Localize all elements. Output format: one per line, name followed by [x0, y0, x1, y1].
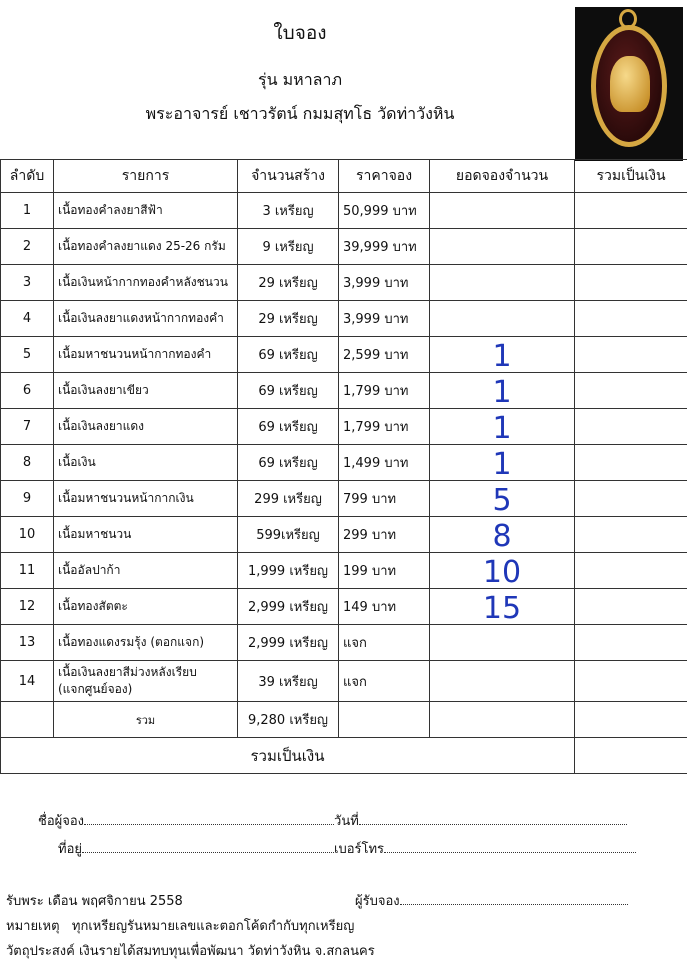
- row-price: แจก: [339, 661, 430, 702]
- header-qty: จำนวนสร้าง: [238, 160, 339, 193]
- purpose-text: เงินรายได้สมทบทุนเพื่อพัฒนา วัดท่าวังหิน จ.สกลนคร: [79, 944, 375, 959]
- row-total[interactable]: [575, 193, 687, 229]
- header-item: รายการ: [54, 160, 238, 193]
- row-item: เนื้อทองคำลงยาแดง 25-26 กรัม: [54, 229, 238, 265]
- row-price: 1,499 บาท: [339, 445, 430, 481]
- table-row: [1, 625, 687, 661]
- purpose-label: วัตถุประสงค์: [6, 944, 75, 959]
- name-label: ชื่อผู้จอง: [38, 814, 84, 829]
- table-row: [1, 661, 687, 702]
- row-total[interactable]: [575, 481, 687, 517]
- name-field[interactable]: [84, 812, 334, 825]
- header-price: ราคาจอง: [339, 160, 430, 193]
- row-item: เนื้อมหาชนวน: [54, 517, 238, 553]
- medal-frame: [591, 25, 667, 147]
- grand-total-row: [1, 738, 687, 774]
- row-qty: 2,999 เหรียญ: [238, 625, 339, 661]
- row-count[interactable]: 15: [430, 589, 575, 625]
- table-row: [1, 409, 687, 445]
- table-row: [1, 445, 687, 481]
- row-price: 1,799 บาท: [339, 409, 430, 445]
- table-row: [1, 589, 687, 625]
- row-qty: 29 เหรียญ: [238, 301, 339, 337]
- phone-field[interactable]: [384, 840, 636, 853]
- row-count[interactable]: [430, 193, 575, 229]
- grand-total-label: รวมเป็นเงิน: [1, 738, 575, 774]
- row-qty: 3 เหรียญ: [238, 193, 339, 229]
- row-item: เนื้ออัลปาก้า: [54, 553, 238, 589]
- row-total[interactable]: [575, 445, 687, 481]
- row-qty: 9 เหรียญ: [238, 229, 339, 265]
- table-row: [1, 373, 687, 409]
- row-count[interactable]: [430, 265, 575, 301]
- row-count[interactable]: 1: [430, 445, 575, 481]
- series-name: รุ่น มหาลาภ: [0, 68, 600, 93]
- table-row: [1, 517, 687, 553]
- row-total[interactable]: [575, 301, 687, 337]
- header-total: รวมเป็นเงิน: [575, 160, 687, 193]
- table-row: [1, 265, 687, 301]
- sum-row: [1, 702, 687, 738]
- row-total[interactable]: [575, 661, 687, 702]
- grand-total-cell[interactable]: [575, 738, 687, 774]
- row-qty: 599เหรียญ: [238, 517, 339, 553]
- row-price: 3,999 บาท: [339, 265, 430, 301]
- row-item-note: (แจกศูนย์จอง): [58, 681, 233, 698]
- row-item: เนื้อเงินลงยาเขียว: [54, 373, 238, 409]
- recipient-field[interactable]: [400, 892, 628, 905]
- row-count[interactable]: 1: [430, 337, 575, 373]
- sum-qty: 9,280 เหรียญ: [238, 702, 339, 738]
- row-no: 11: [1, 553, 54, 589]
- row-qty: 69 เหรียญ: [238, 373, 339, 409]
- row-qty: 2,999 เหรียญ: [238, 589, 339, 625]
- row-no: 1: [1, 193, 54, 229]
- row-no: 13: [1, 625, 54, 661]
- row-no: 4: [1, 301, 54, 337]
- row-no: 7: [1, 409, 54, 445]
- row-total[interactable]: [575, 589, 687, 625]
- recipient-label: ผู้รับจอง: [355, 894, 400, 909]
- row-qty: 29 เหรียญ: [238, 265, 339, 301]
- row-price: 149 บาท: [339, 589, 430, 625]
- address-field[interactable]: [82, 840, 334, 853]
- table-row: [1, 553, 687, 589]
- note-label: หมายเหตุ: [6, 919, 60, 934]
- sum-count-cell[interactable]: [430, 702, 575, 738]
- table-header-row: [1, 160, 687, 193]
- table-row: [1, 229, 687, 265]
- row-no: 10: [1, 517, 54, 553]
- table-row: [1, 481, 687, 517]
- row-item: [54, 661, 238, 702]
- row-count[interactable]: 10: [430, 553, 575, 589]
- row-no: 5: [1, 337, 54, 373]
- row-total[interactable]: [575, 229, 687, 265]
- date-label: วันที่: [334, 814, 359, 829]
- row-total[interactable]: [575, 337, 687, 373]
- phone-label: เบอร์โทร: [334, 842, 384, 857]
- row-count[interactable]: [430, 625, 575, 661]
- order-table: [0, 159, 687, 774]
- row-item: เนื้อมหาชนวนหน้ากากทองคำ: [54, 337, 238, 373]
- medal-photo: [575, 7, 683, 161]
- row-item: เนื้อเงินลงยาแดงหน้ากากทองคำ: [54, 301, 238, 337]
- purpose-line: [6, 940, 375, 961]
- sum-total-cell[interactable]: [575, 702, 687, 738]
- row-item: เนื้อเงินหน้ากากทองคำหลังชนวน: [54, 265, 238, 301]
- row-price: 1,799 บาท: [339, 373, 430, 409]
- recipient-line: [355, 890, 628, 911]
- monk-portrait: [610, 56, 650, 112]
- row-count[interactable]: [430, 661, 575, 702]
- row-price: 299 บาท: [339, 517, 430, 553]
- row-no: 3: [1, 265, 54, 301]
- row-no: 14: [1, 661, 54, 702]
- row-no: 6: [1, 373, 54, 409]
- row-price: 50,999 บาท: [339, 193, 430, 229]
- address-line: [58, 838, 636, 859]
- sum-label: รวม: [54, 702, 238, 738]
- row-price: แจก: [339, 625, 430, 661]
- row-no: 2: [1, 229, 54, 265]
- row-count[interactable]: 1: [430, 373, 575, 409]
- row-qty: 69 เหรียญ: [238, 337, 339, 373]
- row-total[interactable]: [575, 517, 687, 553]
- note-text: ทุกเหรียญรันหมายเลขและตอกโค้ดกำกับทุกเหรียญ: [72, 919, 354, 934]
- monk-temple-line: พระอาจารย์ เชาวรัตน์ กมมสุทโธ วัดท่าวังหิน: [0, 102, 600, 127]
- header-no: ลำดับ: [1, 160, 54, 193]
- table-row: [1, 193, 687, 229]
- row-item: เนื้อเงิน: [54, 445, 238, 481]
- row-item: เนื้อมหาชนวนหน้ากากเงิน: [54, 481, 238, 517]
- row-count[interactable]: [430, 301, 575, 337]
- header-count: ยอดจองจำนวน: [430, 160, 575, 193]
- table-row: [1, 337, 687, 373]
- row-item: เนื้อทองสัตตะ: [54, 589, 238, 625]
- row-total[interactable]: [575, 409, 687, 445]
- row-qty: 69 เหรียญ: [238, 445, 339, 481]
- row-item: เนื้อทองคำลงยาสีฟ้า: [54, 193, 238, 229]
- row-price: 799 บาท: [339, 481, 430, 517]
- row-price: 2,599 บาท: [339, 337, 430, 373]
- receive-line: [6, 890, 183, 911]
- receive-date: รับพระ เดือน พฤศจิกายน 2558: [6, 894, 183, 909]
- row-no: 9: [1, 481, 54, 517]
- form-title: ใบจอง: [0, 18, 600, 48]
- table-row: [1, 301, 687, 337]
- row-count[interactable]: 8: [430, 517, 575, 553]
- row-no: 8: [1, 445, 54, 481]
- row-no: 12: [1, 589, 54, 625]
- row-item-line: เนื้อเงินลงยาสีม่วงหลังเรียบ: [58, 664, 233, 681]
- row-item: เนื้อเงินลงยาแดง: [54, 409, 238, 445]
- row-item: เนื้อทองแดงรมรุ้ง (ตอกแจก): [54, 625, 238, 661]
- row-total[interactable]: [575, 553, 687, 589]
- row-price: 39,999 บาท: [339, 229, 430, 265]
- row-count[interactable]: [430, 229, 575, 265]
- row-qty: 39 เหรียญ: [238, 661, 339, 702]
- row-count[interactable]: 1: [430, 409, 575, 445]
- row-price: 3,999 บาท: [339, 301, 430, 337]
- row-total[interactable]: [575, 625, 687, 661]
- row-count[interactable]: 5: [430, 481, 575, 517]
- row-qty: 299 เหรียญ: [238, 481, 339, 517]
- row-total[interactable]: [575, 373, 687, 409]
- name-line: [38, 810, 627, 831]
- row-qty: 1,999 เหรียญ: [238, 553, 339, 589]
- row-price: 199 บาท: [339, 553, 430, 589]
- note-line: [6, 915, 354, 936]
- row-total[interactable]: [575, 265, 687, 301]
- row-qty: 69 เหรียญ: [238, 409, 339, 445]
- date-field[interactable]: [359, 812, 627, 825]
- address-label: ที่อยู่: [58, 842, 82, 857]
